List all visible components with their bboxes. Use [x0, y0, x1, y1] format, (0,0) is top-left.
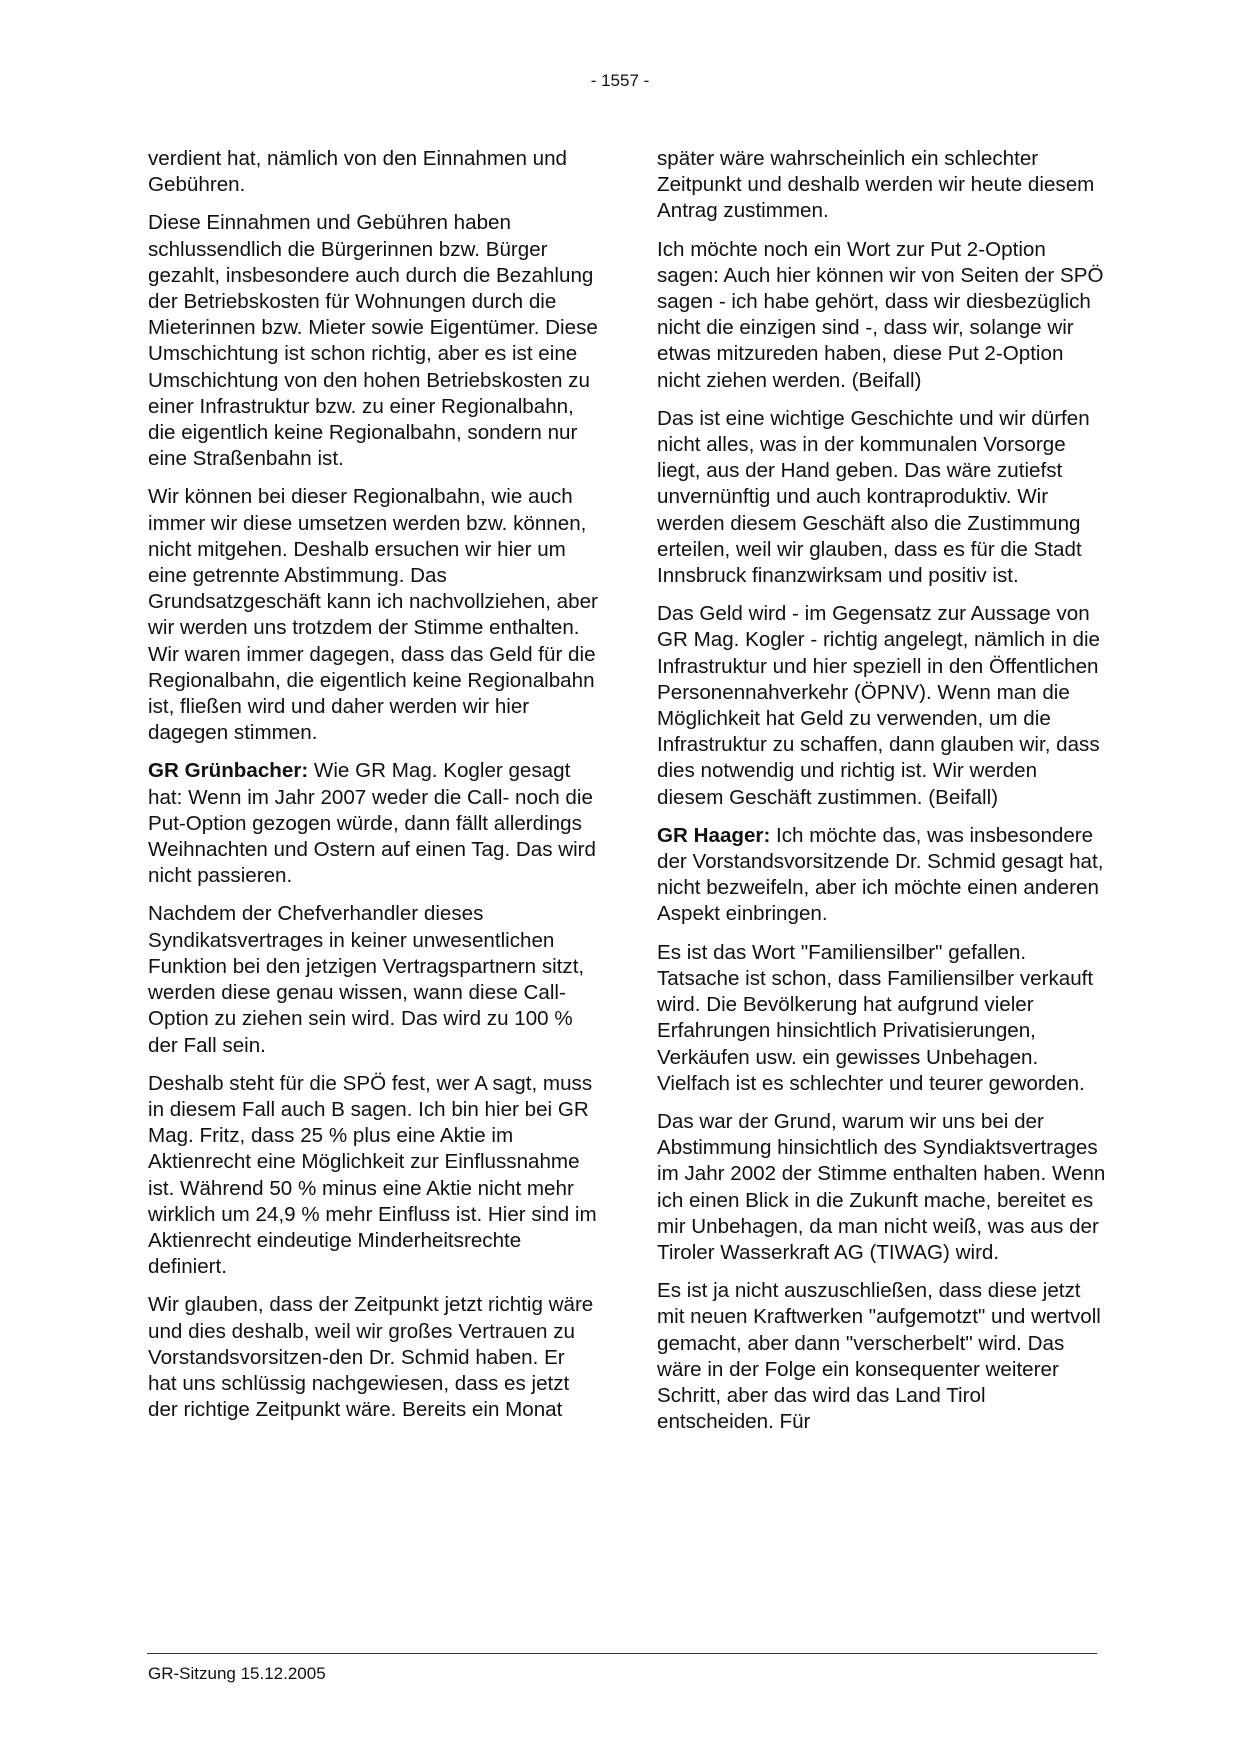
paragraph: [657, 1109, 1107, 1266]
paragraph-text: Das Geld wird - im Gegensatz zur Aussage von GR Mag. Kogler - richtig angelegt, nämlich in die Infrastruktur und hier speziell in den Öffentlichen Personennahverkehr (ÖPNV). Wenn man die Möglichkeit hat Geld zu verwenden, um die Infrastruktur zu schaffen, dann glauben wir, dass dies notwendig und richtig ist. Wir werden diesem Geschäft zustimmen. (Beifall): [657, 602, 1100, 809]
paragraph-text: Diese Einnahmen und Gebühren haben schlussendlich die Bürgerinnen bzw. Bürger gezahlt, insbesondere auch durch die Bezahlung der Betriebskosten für Wohnungen durch die Mieterinnen bzw. Mieter sowie Eigentümer. Diese Umschichtung ist schon richtig, aber es ist eine Umschichtung von den hohen Betriebskosten zu einer Infrastruktur bzw. zu einer Regionalbahn, die eigentlich keine Regionalbahn, sondern nur eine Straßenbahn ist.: [148, 211, 598, 471]
paragraph: [148, 901, 598, 1058]
paragraph: [148, 146, 598, 198]
paragraph-text: Das war der Grund, warum wir uns bei der Abstimmung hinsichtlich des Syndiaktsvertrages im Jahr 2002 der Stimme enthalten haben. Wenn ich einen Blick in die Zukunft mache, bereitet es mir Unbehagen, da man nicht weiß, was aus der Tiroler Wasserkraft AG (TIWAG) wird.: [657, 1109, 1106, 1264]
paragraph-text: verdient hat, nämlich von den Einnahmen und Gebühren.: [148, 147, 568, 197]
footer-divider: [147, 1653, 1097, 1654]
paragraph-text: Ich möchte das, was insbesondere der Vorstandsvorsitzende Dr. Schmid gesagt hat, nicht bezweifeln, aber ich möchte einen anderen Aspekt einbringen.: [657, 823, 1104, 926]
paragraph: [148, 210, 598, 472]
speaker-name: GR Haager:: [657, 823, 771, 847]
paragraph-text: Wie GR Mag. Kogler gesagt hat: Wenn im Jahr 2007 weder die Call- noch die Put-Option gezogen würde, dann fällt allerdings Weihnachten und Ostern auf einen Tag. Das wird nicht passieren.: [148, 759, 596, 888]
paragraph-text: später wäre wahrscheinlich ein schlechter Zeitpunkt und deshalb werden wir heute diesem Antrag zustimmen.: [657, 147, 1095, 223]
paragraph: [657, 237, 1107, 394]
paragraph-text: Das ist eine wichtige Geschichte und wir dürfen nicht alles, was in der kommunalen Vorsorge liegt, aus der Hand geben. Das wäre zutiefst unvernünftig und auch kontraproduktiv. Wir werden diesem Geschäft also die Zustimmung erteilen, weil wir glauben, dass es für die Stadt Innsbruck finanzwirksam und positiv ist.: [657, 406, 1090, 588]
paragraph-text: Deshalb steht für die SPÖ fest, wer A sagt, muss in diesem Fall auch B sagen. Ich bin hier bei GR Mag. Fritz, dass 25 % plus eine Aktie im Aktienrecht eine Möglichkeit zur Einflussnahme ist. Während 50 % minus eine Aktie nicht mehr wirklich um 24,9 % mehr Einfluss ist. Hier sind im Aktienrecht eindeutige Minderheitsrechte definiert.: [148, 1071, 597, 1279]
paragraph: [148, 758, 598, 889]
paragraph: [657, 823, 1107, 928]
paragraph-text: Es ist ja nicht auszuschließen, dass diese jetzt mit neuen Kraftwerken "aufgemotzt" und wertvoll gemacht, aber dann "verscherbelt" wird. Das wäre in der Folge ein konsequenter weiterer Schritt, aber das wird das Land Tirol entscheiden. Für: [657, 1279, 1101, 1434]
paragraph: [657, 406, 1107, 589]
right-column: [657, 146, 1107, 1447]
paragraph-text: Wir können bei dieser Regionalbahn, wie auch immer wir diese umsetzen werden bzw. können, nicht mitgehen. Deshalb ersuchen wir hier um eine getrennte Abstimmung. Das Grundsatzgeschäft kann ich nachvollziehen, aber wir werden uns trotzdem der Stimme enthalten. Wir waren immer dagegen, dass das Geld für die Regionalbahn, die eigentlich keine Regionalbahn ist, fließen wird und daher werden wir hier dagegen stimmen.: [148, 485, 598, 745]
footer-session-date: GR-Sitzung 15.12.2005: [148, 1664, 326, 1683]
paragraph: [148, 484, 598, 746]
paragraph: [148, 1071, 598, 1281]
page-number: - 1557 -: [590, 71, 650, 90]
paragraph: [657, 940, 1107, 1097]
paragraph-text: Ich möchte noch ein Wort zur Put 2-Option sagen: Auch hier können wir von Seiten der SPÖ sagen - ich habe gehört, dass wir diesbezüglich nicht die einzigen sind -, dass wir, solange wir etwas mitzureden haben, diese Put 2-Option nicht ziehen werden. (Beifall): [657, 237, 1104, 392]
paragraph: [148, 1292, 598, 1423]
paragraph-text: Nachdem der Chefverhandler dieses Syndikatsvertrages in keiner unwesentlichen Funktion bei den jetzigen Vertragspartnern sitzt, werden diese genau wissen, wann diese Call-Option zu ziehen sein wird. Das wird zu 100 % der Fall sein.: [148, 902, 585, 1057]
paragraph-text: Wir glauben, dass der Zeitpunkt jetzt richtig wäre und dies deshalb, weil wir großes Vertrauen zu Vorstandsvorsitzen-den Dr. Schmid haben. Er hat uns schlüssig nachgewiesen, dass es jetzt der richtige Zeitpunkt wäre. Bereits ein Monat: [148, 1293, 594, 1422]
paragraph-text: Es ist das Wort "Familiensilber" gefallen. Tatsache ist schon, dass Familiensilber verkauft wird. Die Bevölkerung hat aufgrund vieler Erfahrungen hinsichtlich Privatisierungen, Verkäufen usw. ein gewisses Unbehagen. Vielfach ist es schlechter und teurer geworden.: [657, 940, 1094, 1095]
paragraph: [657, 601, 1107, 811]
paragraph: [657, 146, 1107, 225]
paragraph: [657, 1278, 1107, 1435]
speaker-name: GR Grünbacher:: [148, 759, 309, 783]
left-column: [148, 146, 598, 1435]
